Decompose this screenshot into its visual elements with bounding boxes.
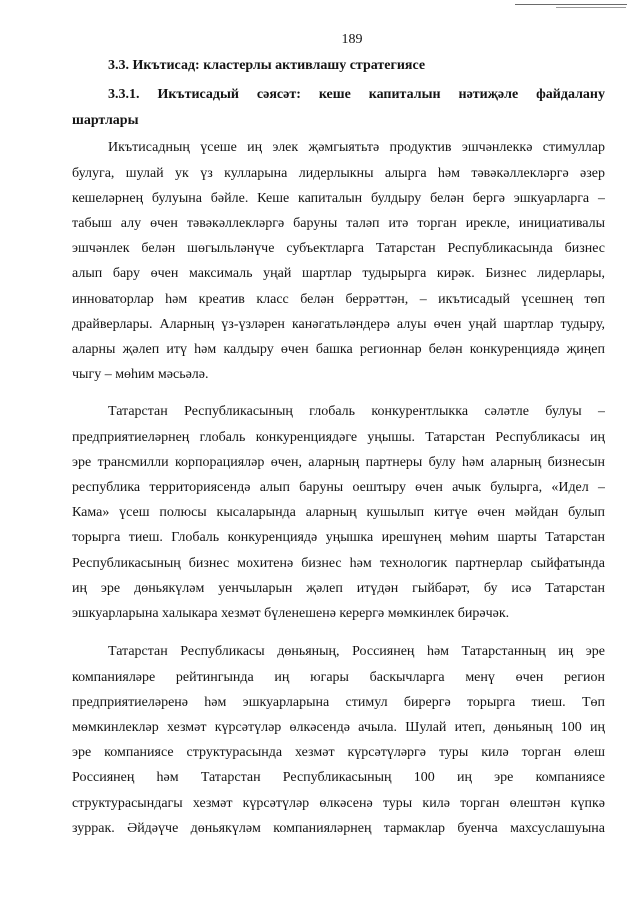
- section-heading: 3.3. Икътисад: кластерлы активлашу стратегиясе: [108, 58, 426, 74]
- subsection-heading-line: шартлары: [72, 112, 139, 128]
- paragraph-line: зуррак. Әйдәүче дөньякүләм компанияләрнең тармаклар буенча махсуслашуына: [72, 820, 605, 836]
- paragraph-line: структурасындагы хезмәт күрсәтүләр өлкәсенә туры килә торган өлештән күпкә: [72, 795, 605, 811]
- paragraph-line: Икътисадның үсеше иң элек җәмгыятьтә продуктив эшчәнлеккә стимуллар: [108, 140, 605, 156]
- paragraph-line: табыш алу өчен тәвәкәллекләргә баруны таләп итә торган ирекле, инициативалы: [72, 215, 605, 231]
- paragraph-line: компанияләре рейтингында иң югары баскычларга менү өчен регион: [72, 669, 605, 685]
- paragraph-line: иң эре дөньякүләм уенчыларын җәлеп итүдән гыйбарәт, бу исә Татарстан: [72, 580, 605, 596]
- paragraph-line: торырга тиеш. Глобаль конкуренциядә уңышка ирешүнең мөһим шарты Татарстан: [72, 530, 605, 546]
- paragraph-line: булуга, шулай ук үз кулларына лидерлыкны алырга һәм тәвәкәллекләргә әзер: [72, 165, 605, 181]
- paragraph-line: аларны җәлеп итү һәм калдыру өчен башка регионнар белән конкуренциядә җиңеп: [72, 341, 605, 357]
- page-number: 189: [341, 32, 363, 47]
- paragraph-line: эре трансмилли корпорацияләр өчен, аларның партнеры булу һәм аларның бизнесын: [72, 454, 605, 470]
- subsection-heading-line: 3.3.1. Икътисадый сәясәт: кеше капиталын нәтиҗәле файдалану: [108, 87, 605, 103]
- paragraph-line: Кама» үсеш полюсы кысаларында аларның кушылып китүе өчен мәйдан булып: [72, 505, 605, 521]
- paragraph-line: инноваторлар һәм креатив класс белән беррәттән, – икътисадый үсешнең төп: [72, 291, 605, 307]
- paragraph-line: эре компаниясе структурасында хезмәт күрсәтүләргә туры килә торган өлеш: [72, 745, 605, 761]
- paragraph-line: чыгу – мөһим мәсьәлә.: [72, 367, 209, 383]
- subsection-heading: [72, 82, 605, 132]
- paragraph-line: мөмкинлекләр хезмәт күрсәтүләр өлкәсендә ачыла. Шулай итеп, дөньяның 100 иң: [72, 719, 605, 735]
- paragraph-line: эшчәнлек белән шөгыльләнүче субъектларга Татарстан Республикасында бизнес: [72, 241, 605, 257]
- paragraph-line: алып бару өчен максималь уңай шартлар тудырырга кирәк. Бизнес лидерлары,: [72, 266, 605, 282]
- paragraph-line: кешеләрнең булуына бәйле. Кеше капиталын булдыру белән бергә эшкуарларга –: [72, 190, 605, 206]
- paragraph-2: [72, 399, 605, 626]
- paragraph-line: Республикасының бизнес мохитенә бизнес һәм технологик партнерлар сыйфатында: [72, 555, 605, 571]
- scan-edge-line: [515, 4, 627, 5]
- paragraph-line: предприятиеләрнең глобаль конкуренциядәге уңышы. Татарстан Республикасы иң: [72, 429, 605, 445]
- paragraph-line: Татарстан Республикасының глобаль конкурентлыкка сәләтле булуы –: [108, 404, 605, 420]
- scan-edge-line: [556, 7, 626, 8]
- paragraph-line: Россиянең һәм Татарстан Республикасының 100 иң эре компаниясе: [72, 770, 605, 786]
- paragraph-line: эшкуарларына халыкара хезмәт бүленешенә керергә мөмкинлек бирәчәк.: [72, 605, 510, 621]
- paragraph-line: предприятиеләренә һәм эшкуарларына стимул бирергә торырга тиеш. Төп: [72, 694, 605, 710]
- paragraph-line: Татарстан Республикасы дөньяның, Россиянең һәм Татарстанның иң эре: [108, 644, 605, 660]
- paragraph-1: [72, 135, 605, 387]
- paragraph-3: [72, 639, 605, 841]
- paragraph-line: драйверлары. Аларның үз-үзләрен канәгатьләндерә алуы өчен уңай шартлар тудыру,: [72, 316, 605, 332]
- section-heading-block: [72, 53, 605, 78]
- paragraph-line: республика территориясендә алып баруны оештыру өчен ачык булырга, «Идел –: [72, 479, 605, 495]
